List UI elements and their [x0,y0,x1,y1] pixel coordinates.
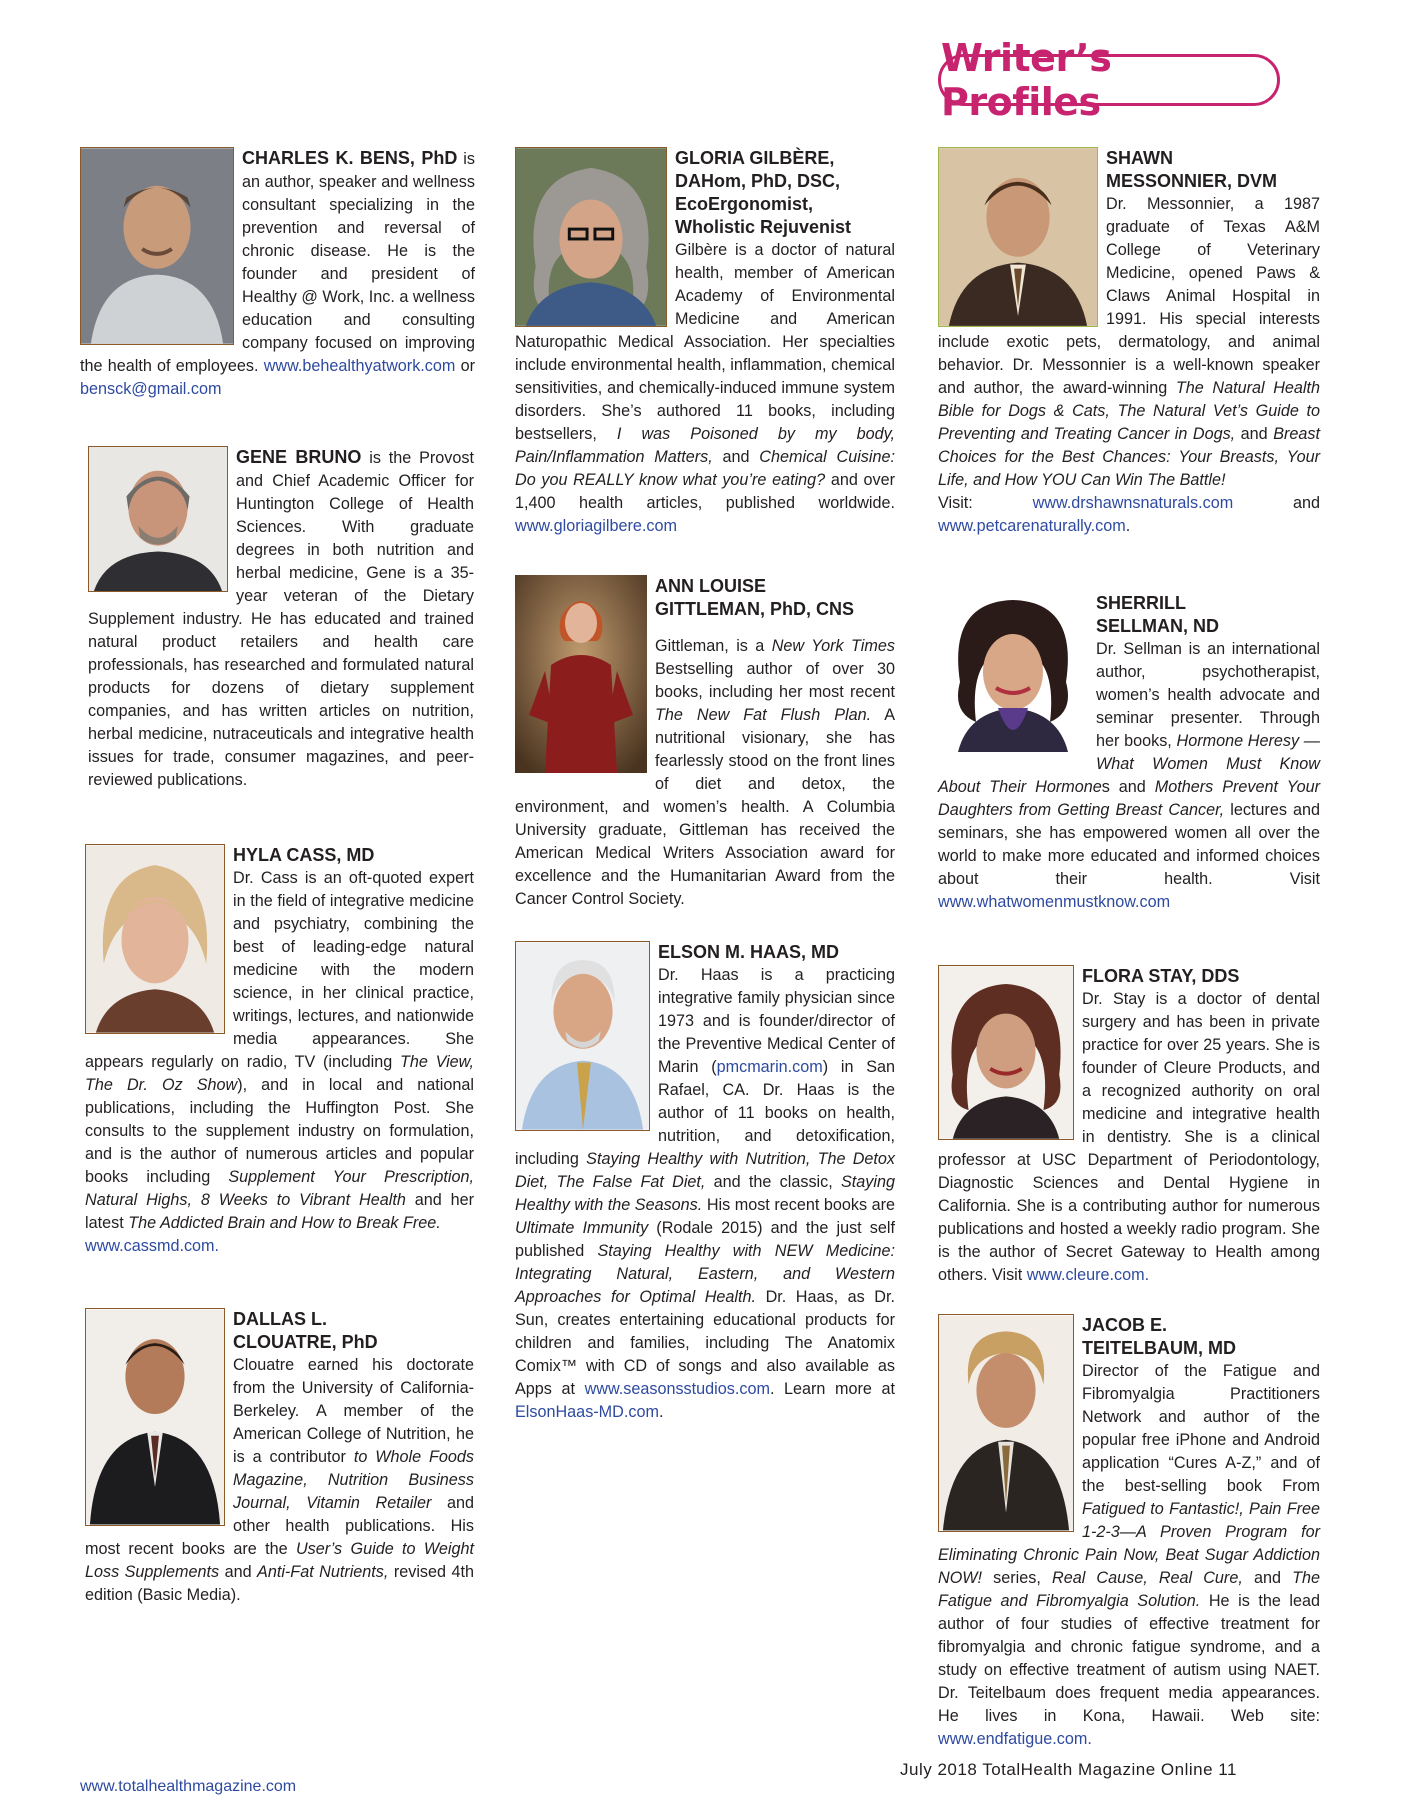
photo-stay [938,965,1074,1140]
profile-cass: HYLA CASS, MD Dr. Cass is an oft-quoted expert in the field of integrative medicine and psychiatry, combining the best of leading-edge natural medicine with the modern science, in her clinical practice, writings, lectures, and nationwide media appearances. She appears regularly on radio, TV (including The View, The Dr. Oz Show), and in local and national publications, including the Huffington Post. She consults to the supplement industry on formulation, and is the author of numerous articles and popular books including Supplement Your Prescription, Natural Highs, 8 Weeks to Vibrant Health and her latest The Addicted Brain and How to Break Free. www.cassmd.com. [85,845,475,1255]
link-whatwomenmustknow[interactable]: www.whatwomenmustknow.com [938,893,1171,911]
name-bens: CHARLES K. BENS, PhD [242,148,458,168]
link-drshawnsnaturals[interactable]: www.drshawnsnaturals.com [1032,494,1234,512]
profile-haas: ELSON M. HAAS, MD Dr. Haas is a practicing integrative family physician since 1973 and is founder/director of the Preventive Medical Center of Marin (pmcmarin.com) in San Rafael, CA. Dr. Haas is the author of 11 books on health, nutrition, and detoxification, including Staying Healthy with Nutrition, The Detox Diet, The False Fat Diet, and the classic, Staying Healthy with the Seasons. His most recent books are Ultimate Immunity (Rodale 2015) and the just self published Staying Healthy with NEW Medicine: Integrating Natural, Eastern, and Western Approaches for Optimal Health. Dr. Haas, as Dr. Sun, creates entertaining educational products for children and families, including The Anatomix Comix™ with CD of songs and also available as Apps at www.seasonsstudios.com. Learn more at ElsonHaas-MD.com. [515,942,895,1421]
photo-gittleman [515,575,647,773]
link-pmcmarin[interactable]: pmcmarin.com [716,1058,823,1076]
photo-sellman [938,592,1088,752]
link-seasonsstudios[interactable]: www.seasonsstudios.com [584,1380,770,1398]
link-cleure[interactable]: www.cleure.com. [1026,1266,1150,1284]
profile-bruno: GENE BRUNO is the Provost and Chief Academic Officer for Huntington College of Health Sciences. With graduate degrees in both nutrition and herbal medicine, Gene is a 35-year veteran of the Dietary Supplement industry. He has educated and trained natural product retailers and health care professionals, has researched and formulated natural products for dozens of dietary supplement companies, and has written articles on nutrition, herbal medicine, nutraceuticals and integrative health issues for trade, consumer magazines, and peer-reviewed publications. [88,447,474,789]
link-behealthyatwork[interactable]: www.behealthyatwork.com [263,357,456,375]
profile-messonnier: SHAWN MESSONNIER, DVM Dr. Messonnier, a 1987 graduate of Texas A&M College of Veterinary Medicine, opened Paws & Claws Animal Hospital in 1991. His special interests include exotic pets, dermatology, and animal behavior. Dr. Messonnier is a well-known speaker and author, the award-winning The Natural Health Bible for Dogs & Cats, The Natural Vet’s Guide to Preventing and Treating Cancer in Dogs, and Breast Choices for the Best Chances: Your Breasts, Your Life, and How YOU Can Win The Battle! Visit: www.drshawnsnaturals.com and www.petcarenaturally.com. [938,148,1320,535]
footer-website-link[interactable]: www.totalhealthmagazine.com [80,1778,297,1795]
name-cass: HYLA CASS, MD [233,845,375,865]
photo-cass [85,844,225,1034]
photo-teitelbaum [938,1314,1074,1532]
link-petcarenaturally[interactable]: www.petcarenaturally.com [938,517,1126,535]
link-endfatigue[interactable]: www.endfatigue.com. [938,1730,1092,1748]
name-gilbere: GLORIA GILBÈRE, DAHom, PhD, DSC, EcoErgonomist, Wholistic Rejuvenist [675,148,852,237]
photo-bens [80,147,234,345]
link-cassmd[interactable]: www.cassmd.com. [85,1237,220,1255]
section-title-pill [938,36,1280,124]
footer-page-info: July 2018 TotalHealth Magazine Online 11 [900,1760,1237,1779]
name-bruno: GENE BRUNO [236,447,362,467]
name-haas: ELSON M. HAAS, MD [658,942,840,962]
section-title: Writer’s Profiles [941,36,1112,124]
name-messonnier-line2: MESSONNIER, DVM [1106,171,1278,191]
name-gittleman-line2: GITTLEMAN, PhD, CNS [655,599,854,619]
profile-clouatre: DALLAS L. CLOUATRE, PhD Clouatre earned his doctorate from the University of California-Berkeley. A member of the American College of Nutrition, he is a contributor to Whole Foods Magazine, Nutrition Business Journal, Vitamin Retailer and other health publications. His most recent books are the User’s Guide to Weight Loss Supplements and Anti-Fat Nutrients, revised 4th edition (Basic Media). [85,1309,475,1604]
profile-teitelbaum: JACOB E. TEITELBAUM, MD Director of the Fatigue and Fibromyalgia Practitioners Network and author of the popular free iPhone and Android application “Cures A-Z,” and of the best-selling book From Fatigued to Fantastic!, Pain Free 1-2-3—A Proven Program for Eliminating Chronic Pain Now, Beat Sugar Addiction NOW! series, Real Cause, Real Cure, and The Fatigue and Fibromyalgia Solution. He is the lead author of four studies of effective treatment for fibromyalgia and chronic fatigue syndrome, and a study on effective treatment of autism using NAET. Dr. Teitelbaum does frequent media appearances. He lives in Kona, Hawaii. Web site: www.endfatigue.com. [938,1315,1320,1748]
name-teitelbaum-line2: TEITELBAUM, MD [1082,1338,1236,1358]
profile-gittleman: ANN LOUISE GITTLEMAN, PhD, CNS Gittleman, is a New York Times Bestselling author of over 30 books, including her most recent The New Fat Flush Plan. A nutritional visionary, she has fearlessly stood on the front lines of diet and detox, the environment, and women’s health. A Columbia University graduate, Gittleman has received the American Medical Writers Association award for excellence and the Humanitarian Award from the Cancer Control Society. [515,576,896,908]
name-sellman-line2: SELLMAN, ND [1096,616,1219,636]
photo-bruno [88,446,228,592]
profile-sellman: SHERRILL SELLMAN, ND Dr. Sellman is an international author, psychotherapist, women’s health advocate and seminar presenter. Through her books, Hormone Heresy — What Women Must Know About Their Hormones and Mothers Prevent Your Daughters from Getting Breast Cancer, lectures and seminars, she has empowered women all over the world to make more educated and informed choices about their health. Visit www.whatwomenmustknow.com [938,593,1321,911]
photo-messonnier [938,147,1098,327]
link-elsonhaas[interactable]: ElsonHaas-MD.com [515,1403,659,1421]
name-stay: FLORA STAY, DDS [1082,966,1240,986]
name-clouatre-line2: CLOUATRE, PhD [233,1332,378,1352]
photo-clouatre [85,1308,225,1526]
photo-haas [515,941,650,1131]
name-messonnier-line1: SHAWN [1106,148,1173,168]
profile-bens: CHARLES K. BENS, PhD is an author, speaker and wellness consultant specializing in the prevention and reversal of chronic disease. He is the founder and president of Healthy @ Work, Inc. a wellness education and consulting company focused on improving the health of employees. www.behealthyatwork.com or bensck@gmail.com [80,148,475,398]
profile-gilbere: GLORIA GILBÈRE, DAHom, PhD, DSC, EcoErgonomist, Wholistic Rejuvenist Gilbère is a doctor of natural health, member of American Academy of Environmental Medicine and American Naturopathic Medical Association. Her specialties include environmental health, inflammation, chemical sensitivities, and chemically-induced immune system disorders. She’s authored 11 books, including bestsellers, I was Poisoned by my body, Pain/Inflammation Matters, and Chemical Cuisine: Do you REALLY know what you’re eating? and over 1,400 health articles, published worldwide. www.gloriagilbere.com [515,148,895,535]
name-sellman-line1: SHERRILL [1096,593,1186,613]
name-gittleman-line1: ANN LOUISE [655,576,767,596]
link-gloriagilbere[interactable]: www.gloriagilbere.com [515,517,677,535]
name-clouatre-line1: DALLAS L. [233,1309,327,1329]
name-teitelbaum-line1: JACOB E. [1082,1315,1168,1335]
link-bensck-email[interactable]: bensck@gmail.com [80,380,222,398]
profile-stay: FLORA STAY, DDS Dr. Stay is a doctor of dental surgery and has been in private practice for over 25 years. She is founder of Cleure Products, and a recognized authority on oral medicine and integrative health in dentistry. She is a clinical professor at USC Department of Periodontology, Diagnostic Sciences and Dental Hygiene in California. She is a contributing author for numerous publications and hosted a weekly radio program. She is the author of Secret Gateway to Health among others. Visit www.cleure.com. [938,966,1320,1284]
photo-gilbere [515,147,667,327]
